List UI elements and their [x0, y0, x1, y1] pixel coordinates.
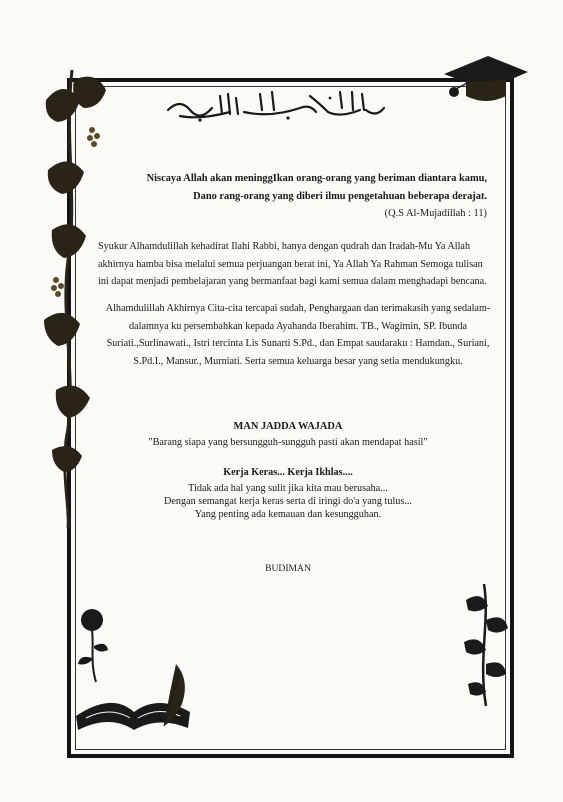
- paragraph-line: akhirnya hamba bisa melalui semua perjuangan berat ini, Ya Allah Ya Rahman Semoga tulisan: [98, 258, 483, 270]
- verse-line-1: Niscaya Allah akan meninggIkan orang-orang yang beriman diantara kamu,: [146, 173, 487, 184]
- vine-icon: [456, 580, 516, 710]
- kerja-lines: [80, 482, 496, 521]
- kerja-line: Dengan semangat kerja keras serta di iringi do'a yang tulus...: [164, 496, 412, 507]
- author-name: BUDIMAN: [265, 563, 311, 574]
- paragraph-line: S.Pd.I., Mansur., Murniati. Serta semua keluarga besar yang setia mendukungku.: [133, 355, 463, 367]
- verse-reference: (Q.S Al-Mujadillah : 11): [384, 208, 487, 219]
- kerja-line: Tidak ada hal yang sulit jika kita mau berusaha...: [188, 483, 388, 494]
- grapevine-icon: [34, 60, 114, 530]
- quran-verse: [127, 170, 487, 223]
- gratitude-paragraph: [98, 238, 498, 291]
- paragraph-line: Syukur Alhamdulillah kehadirat Ilahi Rabbi, hanya dengan qudrah dan Iradah-Mu Ya Allah: [98, 241, 471, 252]
- dedication-paragraph: [98, 300, 498, 370]
- paragraph-line: ini dapat menjadi pembelajaran yang bermanfaat bagi kami semua dalam menghadapi bencana.: [98, 276, 487, 287]
- kerja-line: Yang penting ada kemauan dan kesungguhan.: [194, 509, 382, 520]
- bismillah-calligraphy-icon: [160, 88, 388, 126]
- quill-icon: [146, 660, 196, 730]
- motto-title: MAN JADDA WAJADA: [233, 421, 343, 432]
- verse-line-2: Dano rang-orang yang diberi ilmu pengetahuan beberapa derajat.: [193, 190, 487, 202]
- motto-quote: "Barang siapa yang bersungguh-sungguh pasti akan mendapat hasil": [148, 437, 428, 448]
- kerja-title: Kerja Keras... Kerja Ikhlas....: [223, 467, 353, 478]
- paragraph-line: Suriati.,Surlinawati., Istri tercinta Lis Sunarti S.Pd., dan Empat saudaraku : Hamdan., Suriani,: [106, 338, 490, 349]
- paragraph-line: Alhamdulillah Akhirnya Cita-cita tercapai sudah, Penghargaan dan terimakasih yang sedalam-: [105, 303, 491, 314]
- paragraph-line: dalamnya ku persembahkan kepada Ayahanda Iberahim. TB., Wagimin, SP. Ibunda: [129, 320, 467, 332]
- graduation-cap-icon: [440, 50, 530, 110]
